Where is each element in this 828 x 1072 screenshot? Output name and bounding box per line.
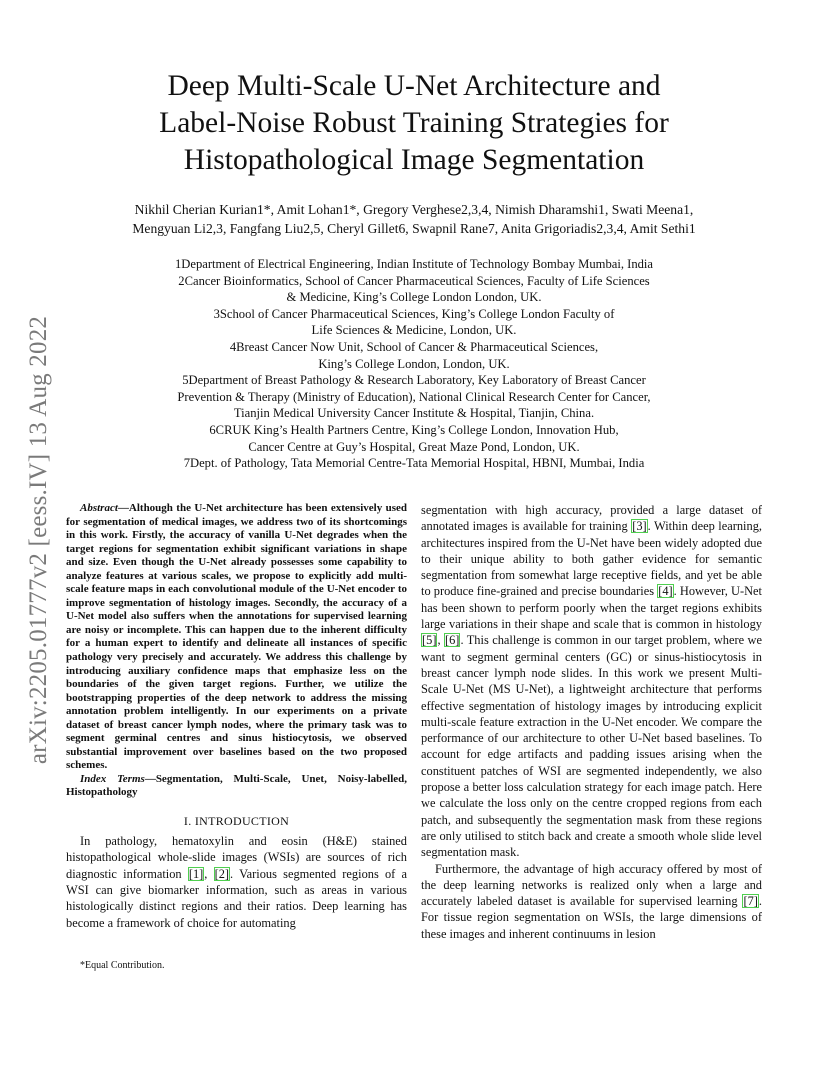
intro-paragraph-continued (421, 502, 762, 861)
intro-paragraph-2 (421, 861, 762, 942)
index-terms-label: Index Terms (80, 772, 145, 785)
abstract-label: Abstract (80, 502, 118, 514)
affiliation-line: Tianjin Medical University Cancer Institute & Hospital, Tianjin, China. (233, 406, 595, 421)
citation-link[interactable]: [1] (188, 866, 204, 881)
citation-link[interactable]: [6] (444, 633, 460, 648)
affiliation-list (100, 256, 728, 472)
affiliation-line: Cancer Centre at Guy’s Hospital, Great Maze Pond, London, UK. (248, 439, 580, 454)
text-run: . Within deep learning, architectures inspired from the U-Net have been widely adopted due to their unique ability to both gather evidence for semantic segmentation from somewhat large receptive fields, and yet be able to produce fine-grained and precise boundaries (421, 519, 762, 599)
affiliation-line: & Medicine, King’s College London London, UK. (286, 290, 542, 305)
text-run: . However, U-Net has been shown to perform poorly when the target regions exhibits large variations in their shape and scale that is common in histology (421, 584, 762, 632)
index-terms-text: —Segmentation, Multi-Scale, Unet, Noisy-labelled, Histopathology (66, 772, 407, 799)
affiliation-line: 2Cancer Bioinformatics, School of Cancer Pharmaceutical Sciences, Faculty of Life Sciences (178, 273, 650, 288)
text-run: . This challenge is common in our target problem, where we want to segment germinal centers (GC) or sinus-histiocytosis in breast cancer lymph node slides. In this work we present Multi-Scale U-Net (MS U-Net), a lightweight architecture that performs effective segmentation of histology images by introducing explicit multi-scale feature extraction in the U-Net encoder. We compare the performance of our architecture to other U-Net based baselines. To account for edge artifacts and padding issues arising when the constituent patches of WSI are segmented independently, we also propose a better loss calculation strategy for each image patch. Here we calculate the loss only on the centre cropped regions from each patch, and subsequently the segmentation mask from these regions are only utilised to stitch back and create a smooth whole slide level segmentation mask. (421, 633, 762, 860)
affiliation-line: 3School of Cancer Pharmaceutical Sciences, King’s College London Faculty of (213, 306, 615, 321)
abstract (66, 502, 407, 773)
paper-title (70, 68, 758, 179)
intro-paragraph (66, 833, 407, 931)
left-column (66, 502, 407, 931)
citation-link[interactable]: [3] (632, 519, 647, 534)
text-run: , (437, 633, 444, 648)
citation-link[interactable]: [2] (214, 866, 230, 881)
citation-link[interactable]: [4] (658, 584, 673, 599)
text-run: , (204, 866, 214, 881)
affiliation-line: King’s College London, London, UK. (318, 356, 510, 371)
right-column (421, 502, 762, 942)
arxiv-identifier-stamp[interactable]: arXiv:2205.01777v2 [eess.IV] 13 Aug 2022 (25, 315, 52, 765)
title-line: Label-Noise Robust Training Strategies for (159, 107, 669, 139)
section-heading-introduction: I. INTRODUCTION (183, 814, 290, 829)
author-line: Nikhil Cherian Kurian1*, Amit Lohan1*, Gregory Verghese2,3,4, Nimish Dharamshi1, Swati Meena1, (134, 202, 694, 217)
title-line: Deep Multi-Scale U-Net Architecture and (167, 70, 661, 102)
abstract-text: —Although the U-Net architecture has been extensively used for segmentation of medical images, we address two of its shortcomings in this work. Firstly, the accuracy of vanilla U-Net degrades when the target regions for segmentation exhibit significant variations in shape and size. Even though the U-Net already possesses some capability to analyze features at various scales, we propose to explicitly add multi-scale feature maps in each convolutional module of the U-Net encoder to improve segmentation of histology images. Secondly, the accuracy of a U-Net model also suffers when the annotations for supervised learning are noisy or incomplete. This can happen due to the inherent difficulty for a human expert to identify and delineate all instances of specific pathology very precisely and accurately. We address this challenge by introducing auxiliary confidence maps that emphasize less on the boundaries of the given target regions. Further, we utilize the bootstrapping properties of the deep network to address the missing annotation problem intelligently. In our experiments on a private dataset of breast cancer lymph nodes, where the primary task was to segment germinal centres and sinus histiocytosis, we observed substantial improvement over baselines based on the two proposed schemes. (66, 502, 407, 772)
affiliation-line: 5Department of Breast Pathology & Research Laboratory, Key Laboratory of Breast Cancer (182, 373, 646, 388)
affiliation-line: 6CRUK King’s Health Partners Centre, King’s College London, Innovation Hub, (209, 422, 619, 437)
affiliation-line: 4Breast Cancer Now Unit, School of Cancer & Pharmaceutical Sciences, (229, 339, 599, 354)
affiliation-line: 1Department of Electrical Engineering, Indian Institute of Technology Bombay Mumbai, India (174, 257, 653, 271)
affiliation-line: Life Sciences & Medicine, London, UK. (311, 323, 517, 338)
footnote: *Equal Contribution. (80, 960, 165, 971)
affiliation-line: 7Dept. of Pathology, Tata Memorial Centre-Tata Memorial Hospital, HBNI, Mumbai, India (183, 456, 645, 471)
text-run: In pathology, hematoxylin and eosin (H&E) stained histopathological whole-slide images (WSIs) are sources of rich diagnostic information (66, 834, 407, 881)
index-terms (66, 773, 407, 800)
affiliation-line: Prevention & Therapy (Ministry of Education), National Clinical Research Center for Cancer, (177, 389, 651, 404)
text-run: . For tissue region segmentation on WSIs, the large dimensions of these images and inherent continuums in lesion (421, 894, 762, 941)
text-run: . Various segmented regions of a WSI can give biomarker information, such as areas in various histologically distinct regions and their ratios. Deep learning has become a framework of choice for automating (66, 866, 407, 930)
text-run: Furthermore, the advantage of high accuracy offered by most of the deep learning networks is realized only when a large and accurately labeled dataset is available for supervised learning (421, 861, 762, 909)
citation-link[interactable]: [7] (743, 894, 758, 909)
citation-link[interactable]: [5] (422, 633, 437, 648)
author-line: Mengyuan Li2,3, Fangfang Liu2,5, Cheryl Gillet6, Swapnil Rane7, Anita Grigoriadis2,3,4, Amit Sethi1 (132, 221, 696, 236)
author-list (60, 200, 768, 238)
text-run: segmentation with high accuracy, provided a large dataset of annotated images is available for training (421, 503, 762, 534)
title-line: Histopathological Image Segmentation (183, 144, 645, 176)
